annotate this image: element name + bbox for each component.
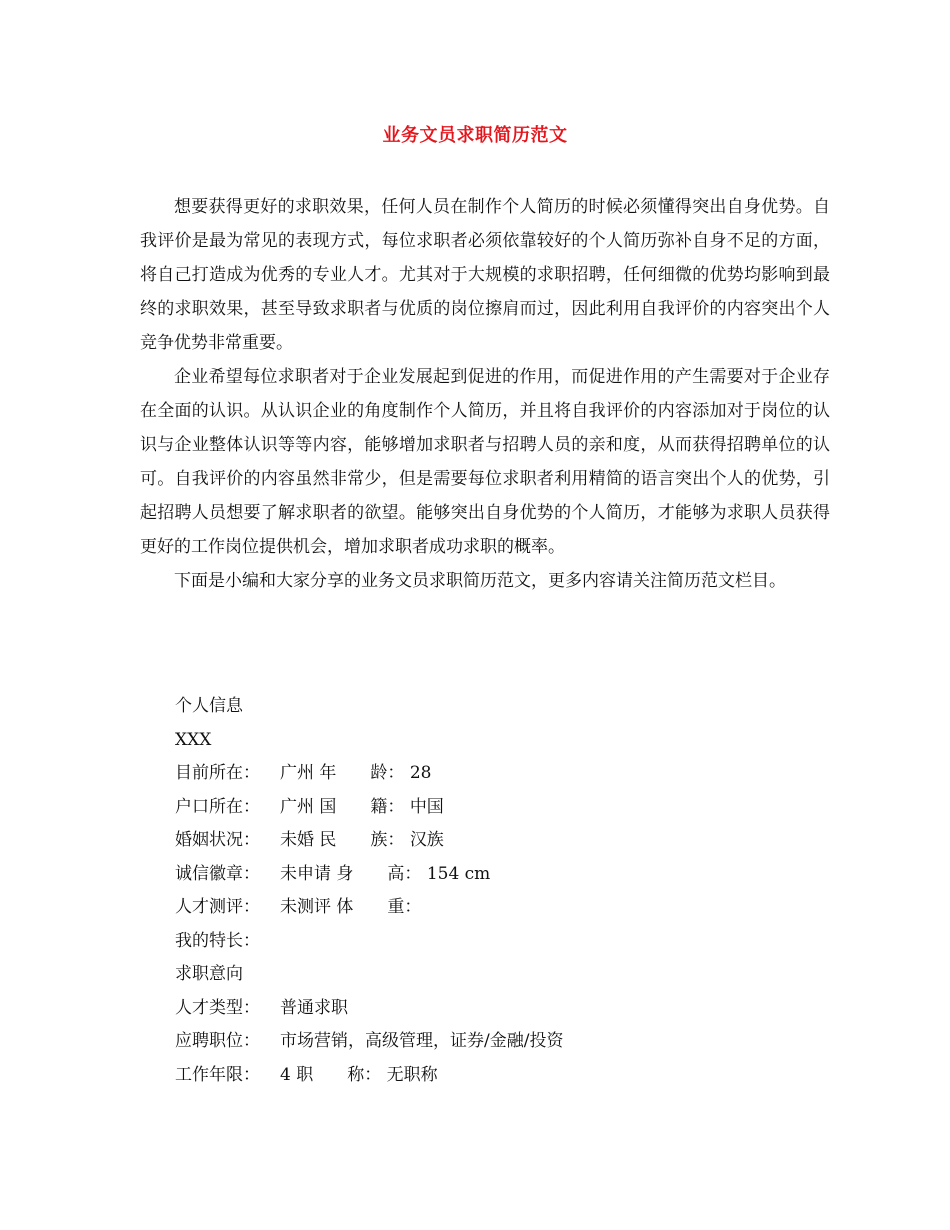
skills-row xyxy=(175,925,563,959)
credit-row xyxy=(175,858,563,892)
hukou-row xyxy=(175,791,563,825)
document-title: 业务文员求职简历范文 xyxy=(382,125,568,146)
years-label: 工作年限： xyxy=(175,1064,260,1085)
name-row xyxy=(175,724,563,758)
hukou-value: 广州 xyxy=(280,796,314,817)
credit-value: 未申请 xyxy=(280,863,331,884)
marital-row xyxy=(175,824,563,858)
intro-text xyxy=(140,190,830,598)
section-intent-label: 求职意向 xyxy=(175,964,243,984)
paragraph-1: 想要获得更好的求职效果，任何人员在制作个人简历的时候必须懂得突出自身优势。自我评价是最为常见的表现方式，每位求职者必须依靠较好的个人简历弥补自身不足的方面，将自己打造成为优秀的专业人才。尤其对于大规模的求职招聘，任何细微的优势均影响到最终的求职效果，甚至导致求职者与优质的岗位擦肩而过，因此利用自我评价的内容突出个人竞争优势非常重要。 xyxy=(140,197,830,353)
nationality-value: 中国 xyxy=(409,796,444,817)
position-value: 市场营销，高级管理，证券/金融/投资 xyxy=(280,1031,564,1051)
height-label: 身 高： xyxy=(336,863,422,884)
assessment-label: 人才测评： xyxy=(175,897,260,917)
section-personal-label: 个人信息 xyxy=(175,696,243,716)
jobtitle-value: 无职称 xyxy=(386,1064,438,1085)
ethnicity-label: 民 族： xyxy=(319,830,405,850)
section-intent-heading xyxy=(175,958,563,992)
location-label: 目前所在： xyxy=(175,763,260,783)
jobtitle-label: 职 称： xyxy=(296,1064,382,1085)
section-personal-heading xyxy=(175,690,563,724)
location-value: 广州 xyxy=(280,763,314,783)
marital-label: 婚姻状况： xyxy=(175,830,260,850)
height-value: 154 cm xyxy=(426,863,491,884)
paragraph-3: 下面是小编和大家分享的业务文员求职简历范文，更多内容请关注简历范文栏目。 xyxy=(174,571,786,591)
position-row xyxy=(175,1025,563,1059)
skills-label: 我的特长： xyxy=(175,930,260,951)
assessment-row xyxy=(175,891,563,925)
age-label: 年 龄： xyxy=(319,763,405,783)
assessment-value: 未测评 xyxy=(280,897,331,917)
location-row xyxy=(175,757,563,791)
years-row xyxy=(175,1059,563,1093)
weight-label: 体 重： xyxy=(336,897,422,917)
resume-info xyxy=(175,690,563,1092)
nationality-label: 国 籍： xyxy=(319,796,405,817)
talent-type-value: 普通求职 xyxy=(280,997,348,1018)
marital-value: 未婚 xyxy=(280,830,314,850)
paragraph-2: 企业希望每位求职者对于企业发展起到促进的作用，而促进作用的产生需要对于企业存在全面的认识。从认识企业的角度制作个人简历，并且将自我评价的内容添加对于岗位的认识与企业整体认识等等内容，能够增加求职者与招聘人员的亲和度，从而获得招聘单位的认可。自我评价的内容虽然非常少，但是需要每位求职者利用精简的语言突出个人的优势，引起招聘人员想要了解求职者的欲望。能够突出自身优势的个人简历，才能够为求职人员获得更好的工作岗位提供机会，增加求职者成功求职的概率。 xyxy=(140,367,830,557)
talent-type-row xyxy=(175,992,563,1026)
age-value: 28 xyxy=(409,763,432,783)
credit-label: 诚信徽章： xyxy=(175,863,260,884)
talent-type-label: 人才类型： xyxy=(175,997,260,1018)
name-value: XXX xyxy=(175,729,212,750)
ethnicity-value: 汉族 xyxy=(409,830,444,850)
years-value: 4 xyxy=(280,1064,291,1085)
position-label: 应聘职位： xyxy=(175,1031,260,1051)
hukou-label: 户口所在： xyxy=(175,796,260,817)
